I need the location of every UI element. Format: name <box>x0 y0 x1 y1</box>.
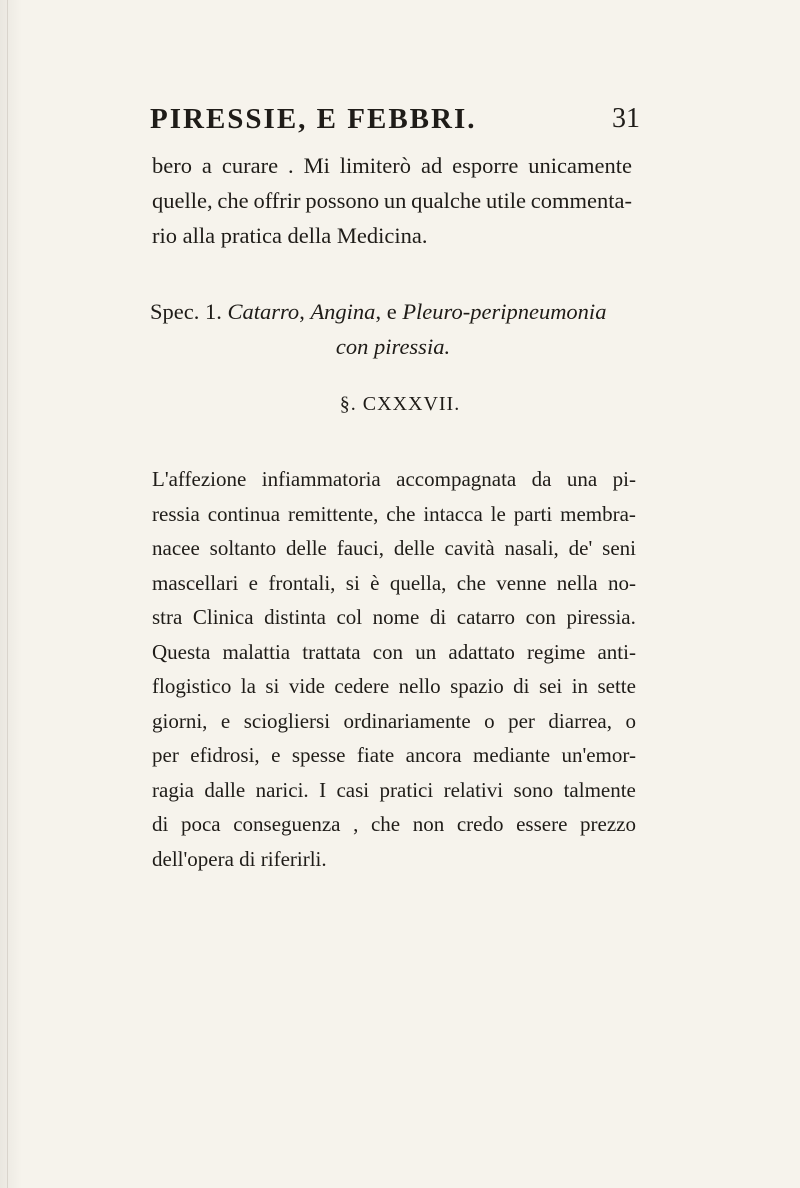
word: quelle, <box>152 188 213 213</box>
word: poca <box>180 812 221 836</box>
word: è <box>370 570 380 595</box>
word: parti <box>513 501 553 526</box>
paragraph-1 <box>152 148 632 253</box>
word: sono <box>513 777 554 802</box>
paragraph-2 <box>152 462 636 876</box>
word: fiate <box>356 743 395 767</box>
word: da <box>531 467 552 491</box>
text-line <box>152 738 636 773</box>
text-line <box>152 183 632 218</box>
word: sciogliersi <box>243 708 331 733</box>
word: cavità <box>444 536 495 560</box>
word: mascellari <box>152 570 239 595</box>
word: con <box>525 605 556 629</box>
word: essere <box>516 812 568 836</box>
word: flogistico <box>152 674 232 698</box>
word: de' <box>568 536 593 560</box>
word: un'emor- <box>561 743 636 767</box>
word: , <box>353 812 359 836</box>
running-head-title: PIRESSIE, E FEBBRI. <box>150 103 477 135</box>
word: narici. <box>255 777 309 802</box>
word: nella <box>556 570 598 595</box>
spec-title-catarro: Catarro <box>227 299 300 324</box>
word: no- <box>607 570 636 595</box>
word: ad <box>420 153 443 178</box>
word: adattato <box>448 639 515 664</box>
word: che <box>456 570 486 595</box>
word: membra- <box>560 501 636 526</box>
word: venne <box>496 570 547 595</box>
word: che <box>370 812 401 836</box>
spec-heading-line <box>150 294 636 329</box>
word: e <box>271 743 281 767</box>
word: anti- <box>597 639 636 664</box>
word: nacee <box>152 536 200 560</box>
word: seni <box>602 536 636 560</box>
text-line <box>152 462 636 497</box>
spec-separator: , e <box>375 299 397 324</box>
word: catarro <box>456 605 516 629</box>
word: rio alla pratica della Medicina. <box>152 223 428 248</box>
word: talmente <box>563 777 636 802</box>
word: sei <box>538 674 563 698</box>
word: infiammatoria <box>261 467 381 491</box>
word: o <box>625 708 636 733</box>
word: soltanto <box>209 536 277 560</box>
word: un <box>383 188 407 213</box>
running-head <box>150 103 640 143</box>
spec-prefix: Spec. 1. <box>150 299 222 324</box>
text-line <box>152 600 636 635</box>
text-line <box>152 807 636 842</box>
word: in <box>571 674 589 698</box>
section-label: §. CXXXVII. <box>339 393 461 415</box>
spec-subtitle: con piressia. <box>335 334 451 359</box>
spec-heading <box>150 294 636 364</box>
word: una <box>566 467 598 491</box>
word: delle <box>393 536 435 560</box>
word: regime <box>527 639 586 664</box>
text-line <box>152 531 636 566</box>
word: spesse <box>291 743 346 767</box>
word: di <box>513 674 530 698</box>
word: vide <box>288 674 325 698</box>
word: non <box>412 812 445 836</box>
word: continua <box>207 501 281 526</box>
text-line <box>152 218 632 253</box>
word: malattia <box>222 639 291 664</box>
word: limiterò <box>339 153 412 178</box>
word: ancora <box>405 743 462 767</box>
word: sette <box>597 674 636 698</box>
word: ressia <box>152 501 200 526</box>
section-number <box>0 393 800 416</box>
word: si <box>265 674 280 698</box>
word: Clinica <box>192 605 254 629</box>
text-line <box>152 635 636 670</box>
word: utile <box>485 188 526 213</box>
text-line <box>152 497 636 532</box>
page-gutter-line <box>7 0 8 1188</box>
word: distinta <box>264 605 326 629</box>
word: ragia <box>152 777 194 802</box>
word: per <box>152 743 179 767</box>
word: delle <box>286 536 327 560</box>
word: curare <box>221 153 279 178</box>
word: I <box>319 777 327 802</box>
word: stra <box>152 605 183 629</box>
word: piressia. <box>566 605 636 629</box>
word: a <box>201 153 212 178</box>
word: pi- <box>612 467 636 491</box>
word: L'affezione <box>152 467 247 491</box>
word: e <box>220 708 231 733</box>
word: nasali, <box>504 536 559 560</box>
word: giorni, <box>152 708 208 733</box>
text-line <box>152 148 632 183</box>
word: unicamente <box>528 153 632 178</box>
word: per <box>508 708 535 733</box>
word: relativi <box>443 777 504 802</box>
word: e <box>248 570 258 595</box>
word: credo <box>456 812 504 836</box>
word: prezzo <box>580 812 636 836</box>
word: possono <box>305 188 380 213</box>
word: di <box>429 605 447 629</box>
word: diarrea, <box>548 708 612 733</box>
word: che <box>386 501 416 526</box>
word: si <box>345 570 360 595</box>
word: nello <box>398 674 441 698</box>
spec-separator: , <box>299 299 305 324</box>
word: Mi <box>303 153 330 178</box>
word: qualche <box>411 188 482 213</box>
word: remittente, <box>287 501 379 526</box>
word: . <box>288 153 294 178</box>
word: pratici <box>379 777 434 802</box>
word: dell'opera di riferirli. <box>152 846 327 871</box>
word: o <box>484 708 495 733</box>
word: bero <box>152 153 192 178</box>
word: quella, <box>389 570 447 595</box>
word: dalle <box>204 777 246 802</box>
text-line <box>152 773 636 808</box>
word: un <box>415 639 437 664</box>
word: esporre <box>452 153 519 178</box>
word: ordinariamente <box>343 708 471 733</box>
word: conseguenza <box>233 812 341 836</box>
word: con <box>372 639 404 664</box>
word: trattata <box>302 639 361 664</box>
word: fauci, <box>336 536 384 560</box>
word: efidrosi, <box>190 743 260 767</box>
word: intacca <box>423 501 483 526</box>
word: accompagnata <box>396 467 517 491</box>
word: nome <box>372 605 420 629</box>
word: casi <box>336 777 370 802</box>
text-line <box>152 669 636 704</box>
word: che <box>217 188 249 213</box>
text-line <box>152 704 636 739</box>
text-line <box>152 566 636 601</box>
text-line <box>152 842 636 877</box>
word: col <box>336 605 363 629</box>
word: di <box>152 812 169 836</box>
word: offrir <box>253 188 301 213</box>
word: mediante <box>473 743 551 767</box>
word: frontali, <box>268 570 336 595</box>
word: cedere <box>334 674 390 698</box>
word: spazio <box>450 674 504 698</box>
word: la <box>240 674 256 698</box>
spec-title-angina: Angina <box>310 299 376 324</box>
spec-title-pleuro: Pleuro-peripneumonia <box>402 299 607 324</box>
word: le <box>490 501 506 526</box>
page-number: 31 <box>612 103 640 134</box>
word: Questa <box>152 639 211 664</box>
word: commenta- <box>530 188 632 213</box>
